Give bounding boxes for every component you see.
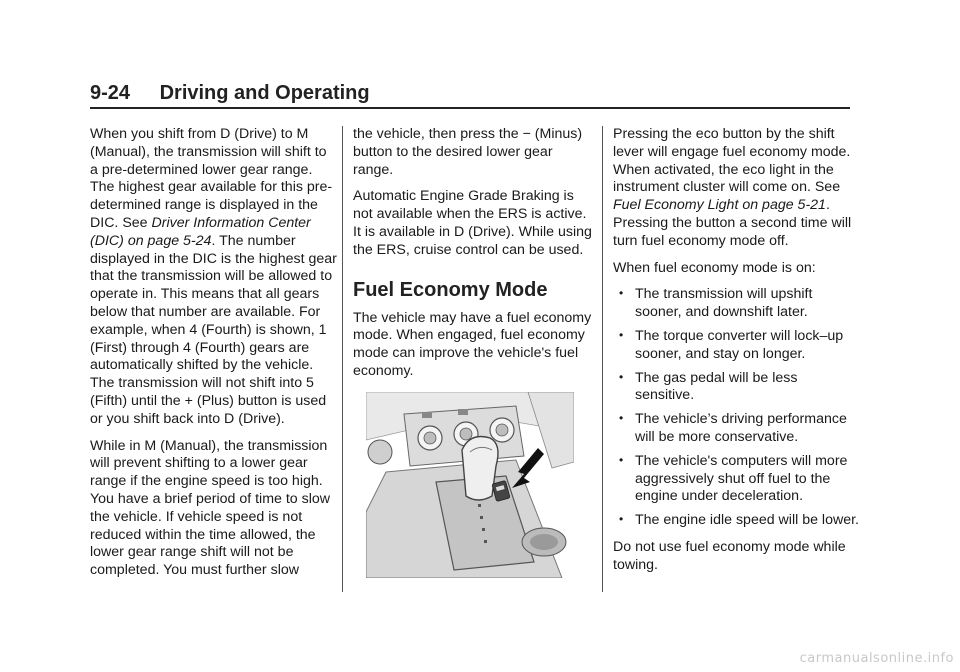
page-number: 9-24 [90,82,131,104]
column-2 [353,126,593,390]
column-divider-2 [602,126,603,592]
paragraph-shift-manual [90,126,338,429]
paragraph-eco-button [613,126,859,251]
list-item-text: The engine idle speed will be lower. [635,512,859,529]
bullet-icon: • [619,369,624,384]
bullet-icon: • [619,286,624,301]
paragraph-fuel-economy-intro: The vehicle may have a fuel economy mode. When engaged, fuel economy mode can improve the vehicle's fuel economy. [353,309,592,379]
list-item-text: The torque converter will lock–up sooner, and stay on longer. [635,327,844,362]
paragraph-continuation: the vehicle, then press the − (Minus) button to the desired lower gear range. [353,126,583,178]
list-item [613,512,859,530]
header-rule [90,107,850,109]
list-item [613,411,859,447]
shift-lever-eco-button-illustration [366,392,574,578]
column-3 [613,126,859,584]
paragraph-grade-braking: Automatic Engine Grade Braking is not available when the ERS is active. It is available in D (Drive). While using the ERS, cruise control can be used. [353,188,592,258]
text-span: Pressing the eco button by the shift lever will engage fuel economy mode. When activated, the eco light in the instrument cluster will come on. See [613,126,851,196]
bullet-icon: • [619,512,624,527]
bullet-icon: • [619,327,624,342]
xref-fuel-economy-light[interactable]: Fuel Economy Light on page 5-21 [613,197,826,214]
section-title: Driving and Operating [159,82,370,104]
list-item [613,453,859,506]
bullet-icon: • [619,411,624,426]
paragraph-when-on: When fuel economy mode is on: [613,259,816,276]
list-item-text: The vehicle’s driving performance will be more conservative. [635,411,847,445]
watermark: carmanualsonline.info [799,651,954,666]
paragraph-manual-prevent: While in M (Manual), the transmission will prevent shifting to a lower gear range if the engine speed is too high. You have a brief period of time to slow the vehicle. If vehicle speed is not reduced within the time allowed, the lower gear range shift will not be completed. You must further slow [90,437,331,579]
list-item [613,370,859,406]
text-span: . The number displayed in the DIC is the highest gear that the transmission will be allowed to operate in. This means that all gears below that number are available. For example, when 4 (Fourth) is shown, 1 (First) through 4 (Fourth) gears are automatically shifted by the vehicle. The transmission will not shift into 5 (Fifth) until the + (Plus) button is used or you shift back into D (Drive). [90,232,337,427]
list-item-text: The gas pedal will be less sensitive. [635,369,798,404]
fuel-economy-effects-list [613,286,859,530]
list-item-text: The vehicle's computers will more aggressively shut off fuel to the engine under deceleration. [635,452,848,505]
text-span: . Pressing the button a second time will turn fuel economy mode off. [613,197,852,249]
section-heading-fuel-economy: Fuel Economy Mode [353,278,548,301]
list-item-text: The transmission will upshift sooner, and downshift later. [635,286,813,321]
xref-dic[interactable]: Driver Information Center (DIC) on page 5-24 [90,214,311,249]
list-item [613,328,859,364]
column-divider-1 [342,126,343,592]
column-1 [90,126,338,589]
page-header [90,82,850,105]
text-span: When you shift from D (Drive) to M (Manual), the transmission will shift to a pre-determined lower gear range. The highest gear available for this pre-determined range is displayed in the DIC. See [90,126,333,231]
bullet-icon: • [619,452,624,467]
paragraph-towing: Do not use fuel economy mode while towing. [613,538,846,573]
list-item [613,286,859,322]
